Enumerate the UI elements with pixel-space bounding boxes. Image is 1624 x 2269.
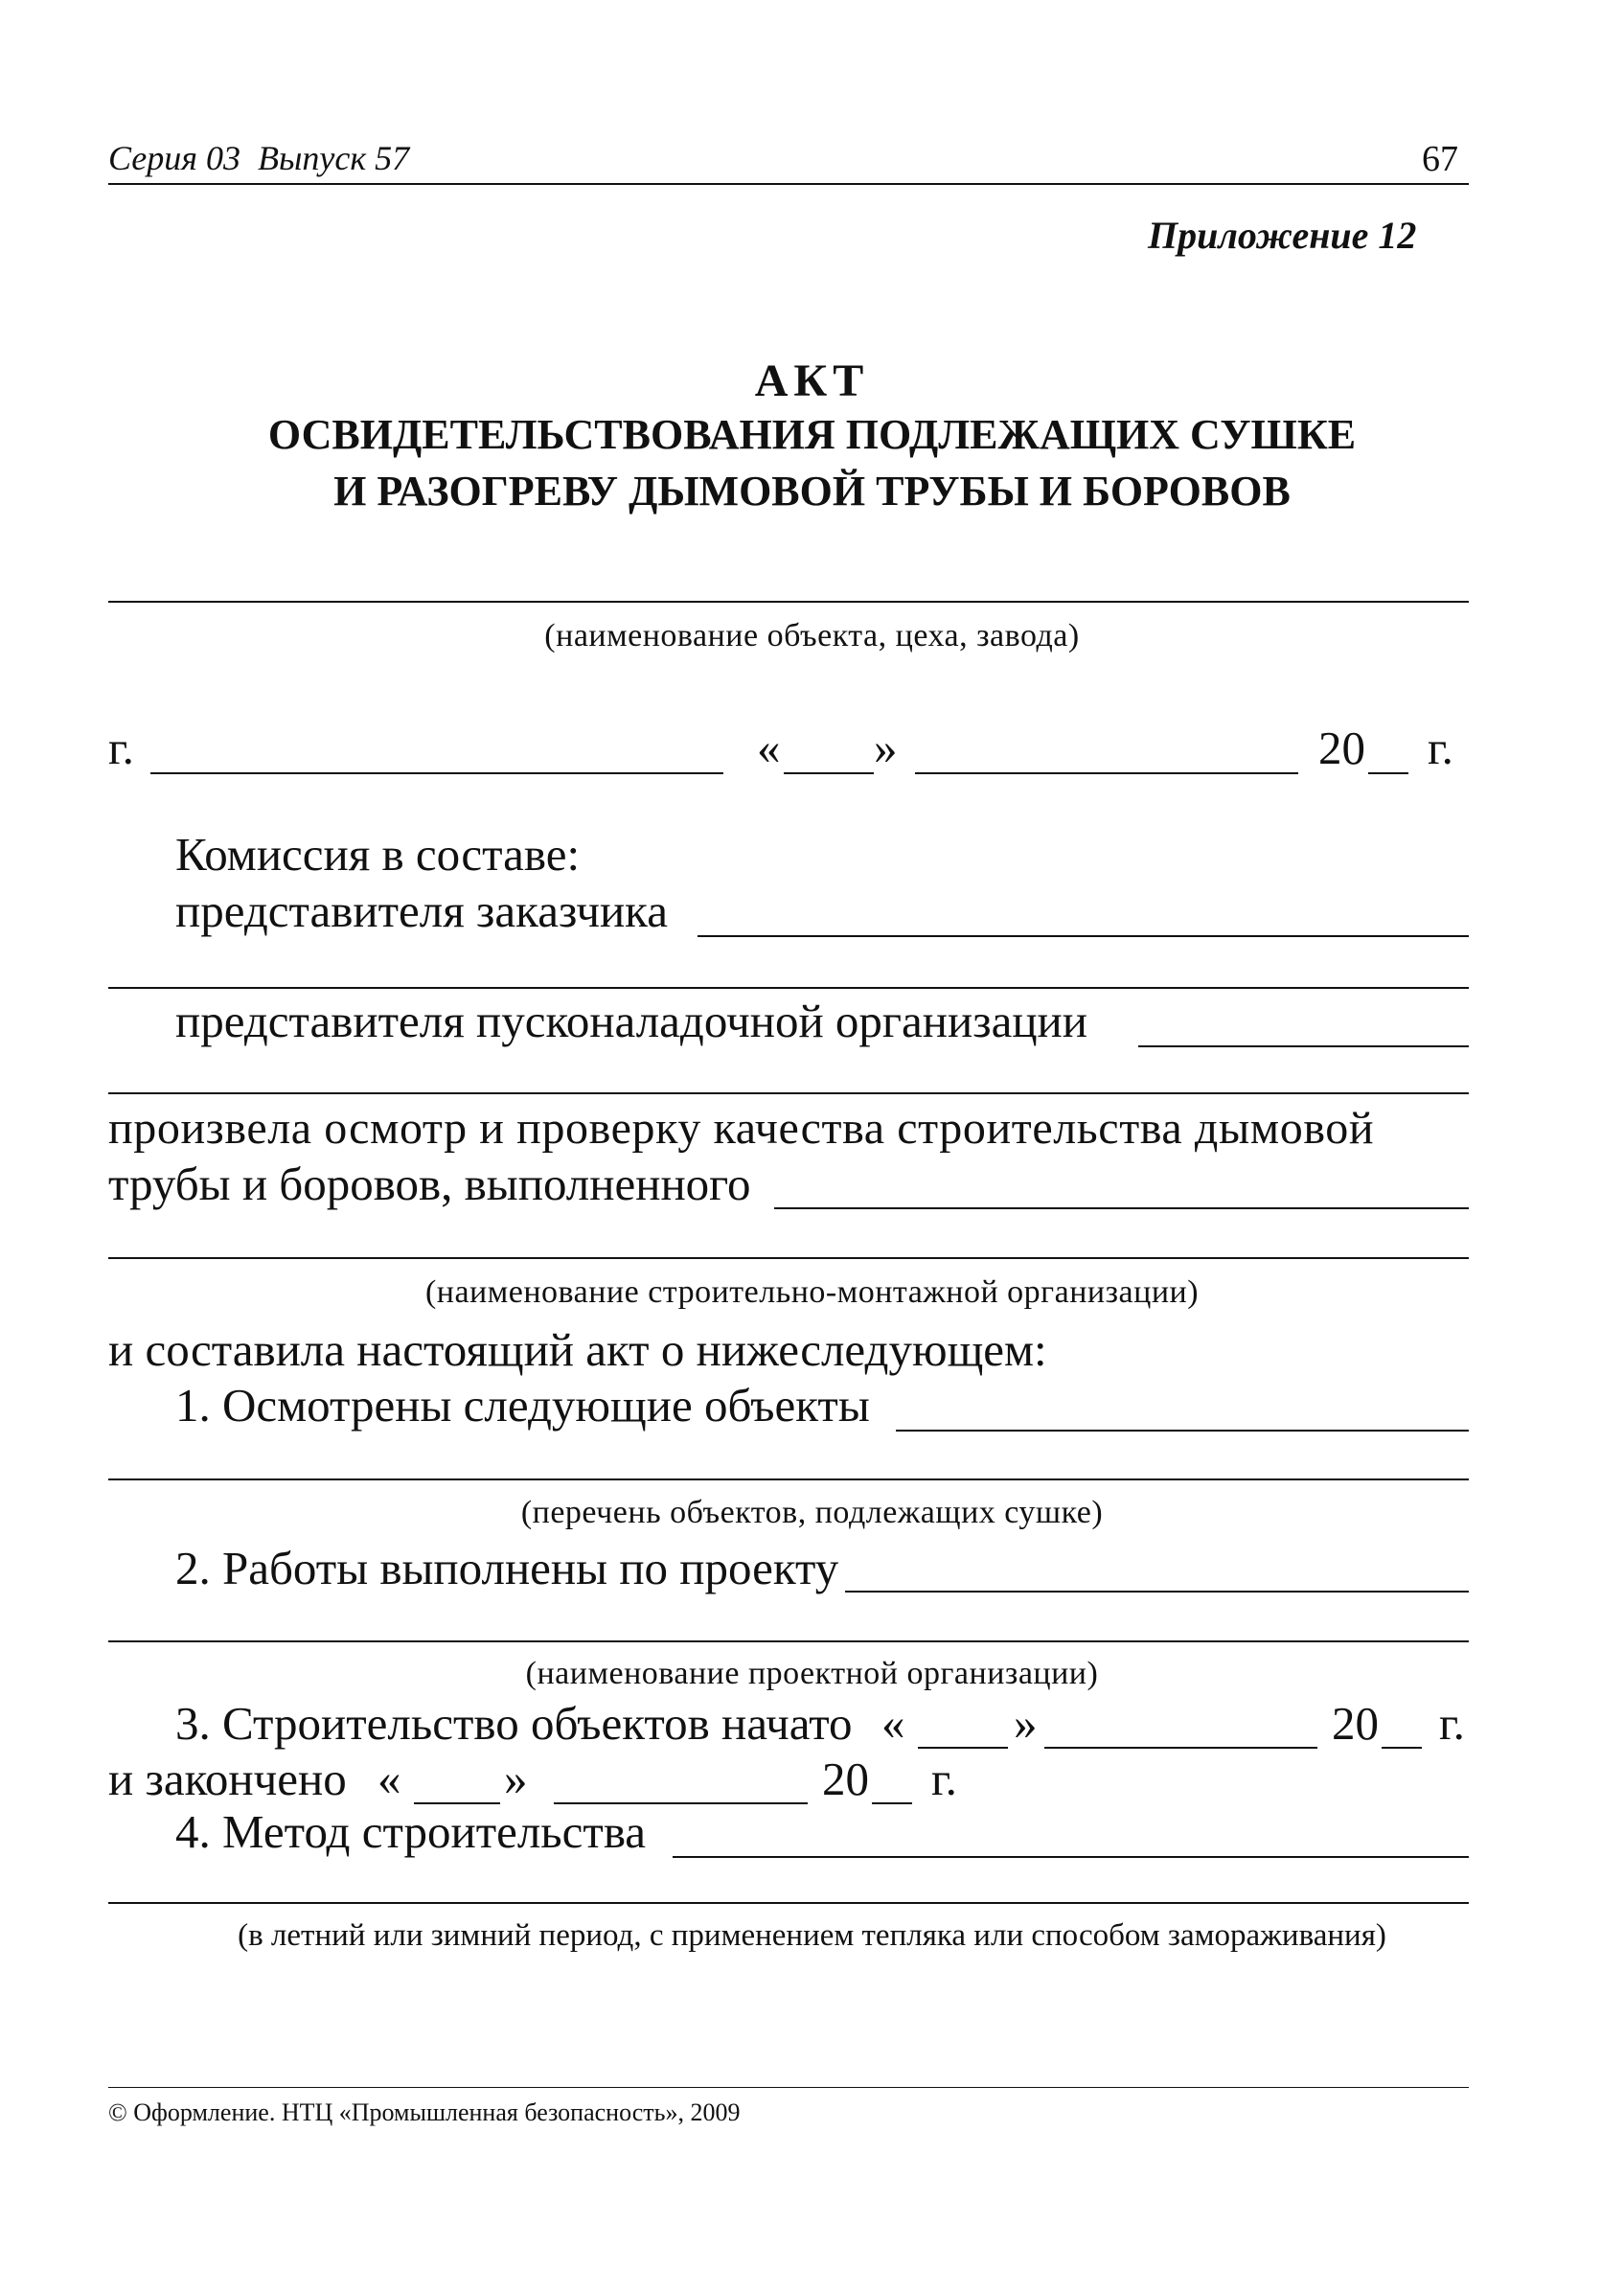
design-field-2[interactable] <box>108 1640 1469 1642</box>
start-month-field[interactable] <box>1044 1747 1317 1749</box>
objects-field-2[interactable] <box>108 1478 1469 1480</box>
object-caption: (наименование объекта, цеха, завода) <box>544 618 1080 653</box>
footer-rule <box>108 2087 1469 2088</box>
city-prefix: г. <box>108 722 134 774</box>
start-quote-close: » <box>1014 1697 1038 1750</box>
item-3-end-label: и закончено <box>108 1753 347 1805</box>
year-suffix: г. <box>1428 722 1453 774</box>
header-rule <box>108 183 1469 185</box>
city-field[interactable] <box>150 772 723 774</box>
series-text: Серия 03 <box>108 139 240 177</box>
end-quote-close: » <box>504 1753 528 1805</box>
objects-caption: (перечень объектов, подлежащих сушке) <box>520 1495 1104 1530</box>
appendix-label: Приложение 12 <box>1148 214 1417 257</box>
objects-field[interactable] <box>896 1430 1469 1432</box>
end-quote-open: « <box>377 1753 401 1805</box>
year-prefix: 20 <box>1318 722 1365 774</box>
year-field[interactable] <box>1368 772 1408 774</box>
day-field[interactable] <box>784 772 874 774</box>
copyright-text: © Оформление. НТЦ «Промышленная безопасность», 2009 <box>108 2098 741 2126</box>
contractor-field-2[interactable] <box>108 1257 1469 1259</box>
quote-open: « <box>757 722 781 774</box>
end-year-field[interactable] <box>872 1802 912 1804</box>
contractor-field[interactable] <box>774 1207 1469 1209</box>
title-act: АКТ <box>754 355 870 406</box>
title-line-3: И РАЗОГРЕВУ ДЫМОВОЙ ТРУБЫ И БОРОВОВ <box>333 468 1291 515</box>
customer-rep-field[interactable] <box>698 935 1469 937</box>
method-caption: (в летний или зимний период, с применением тепляка или способом замораживания) <box>238 1918 1386 1953</box>
item-4-label: 4. Метод строительства <box>175 1805 647 1858</box>
object-name-field[interactable] <box>108 601 1469 603</box>
design-field[interactable] <box>845 1591 1469 1593</box>
item-2-label: 2. Работы выполнены по проекту <box>175 1542 839 1594</box>
start-year-prefix: 20 <box>1332 1697 1379 1750</box>
inspection-line-1: произвела осмотр и проверку качества строительства дымовой <box>108 1103 1375 1154</box>
quote-close: » <box>874 722 898 774</box>
item-3-start-label: 3. Строительство объектов начато <box>175 1697 853 1750</box>
start-year-suffix: г. <box>1439 1697 1465 1750</box>
title-line-2: ОСВИДЕТЕЛЬСТВОВАНИЯ ПОДЛЕЖАЩИХ СУШКЕ <box>267 411 1357 458</box>
commissioning-rep-field-2[interactable] <box>108 1092 1469 1094</box>
method-field-2[interactable] <box>108 1902 1469 1904</box>
commissioning-rep-label: представителя пусконаладочной организации <box>175 995 1087 1047</box>
contractor-caption: (наименование строительно-монтажной организации) <box>424 1274 1200 1310</box>
customer-rep-label: представителя заказчика <box>175 884 668 937</box>
inspection-line-2: трубы и боровов, выполненного <box>108 1157 751 1210</box>
issue-text: Выпуск 57 <box>257 139 410 177</box>
start-year-field[interactable] <box>1382 1747 1422 1749</box>
series-label <box>108 138 409 178</box>
design-caption: (наименование проектной организации) <box>525 1656 1099 1691</box>
customer-rep-field-2[interactable] <box>108 987 1469 989</box>
item-1-label: 1. Осмотрены следующие объекты <box>175 1379 870 1432</box>
end-year-prefix: 20 <box>822 1753 869 1805</box>
start-day-field[interactable] <box>918 1747 1008 1749</box>
page-number: 67 <box>1422 139 1458 179</box>
commissioning-rep-field[interactable] <box>1138 1045 1469 1047</box>
method-field[interactable] <box>673 1856 1469 1858</box>
end-year-suffix: г. <box>931 1753 957 1805</box>
commission-label: Комиссия в составе: <box>175 828 581 881</box>
month-field[interactable] <box>915 772 1298 774</box>
start-quote-open: « <box>881 1697 905 1750</box>
act-intro: и составила настоящий акт о нижеследующем: <box>108 1323 1047 1376</box>
